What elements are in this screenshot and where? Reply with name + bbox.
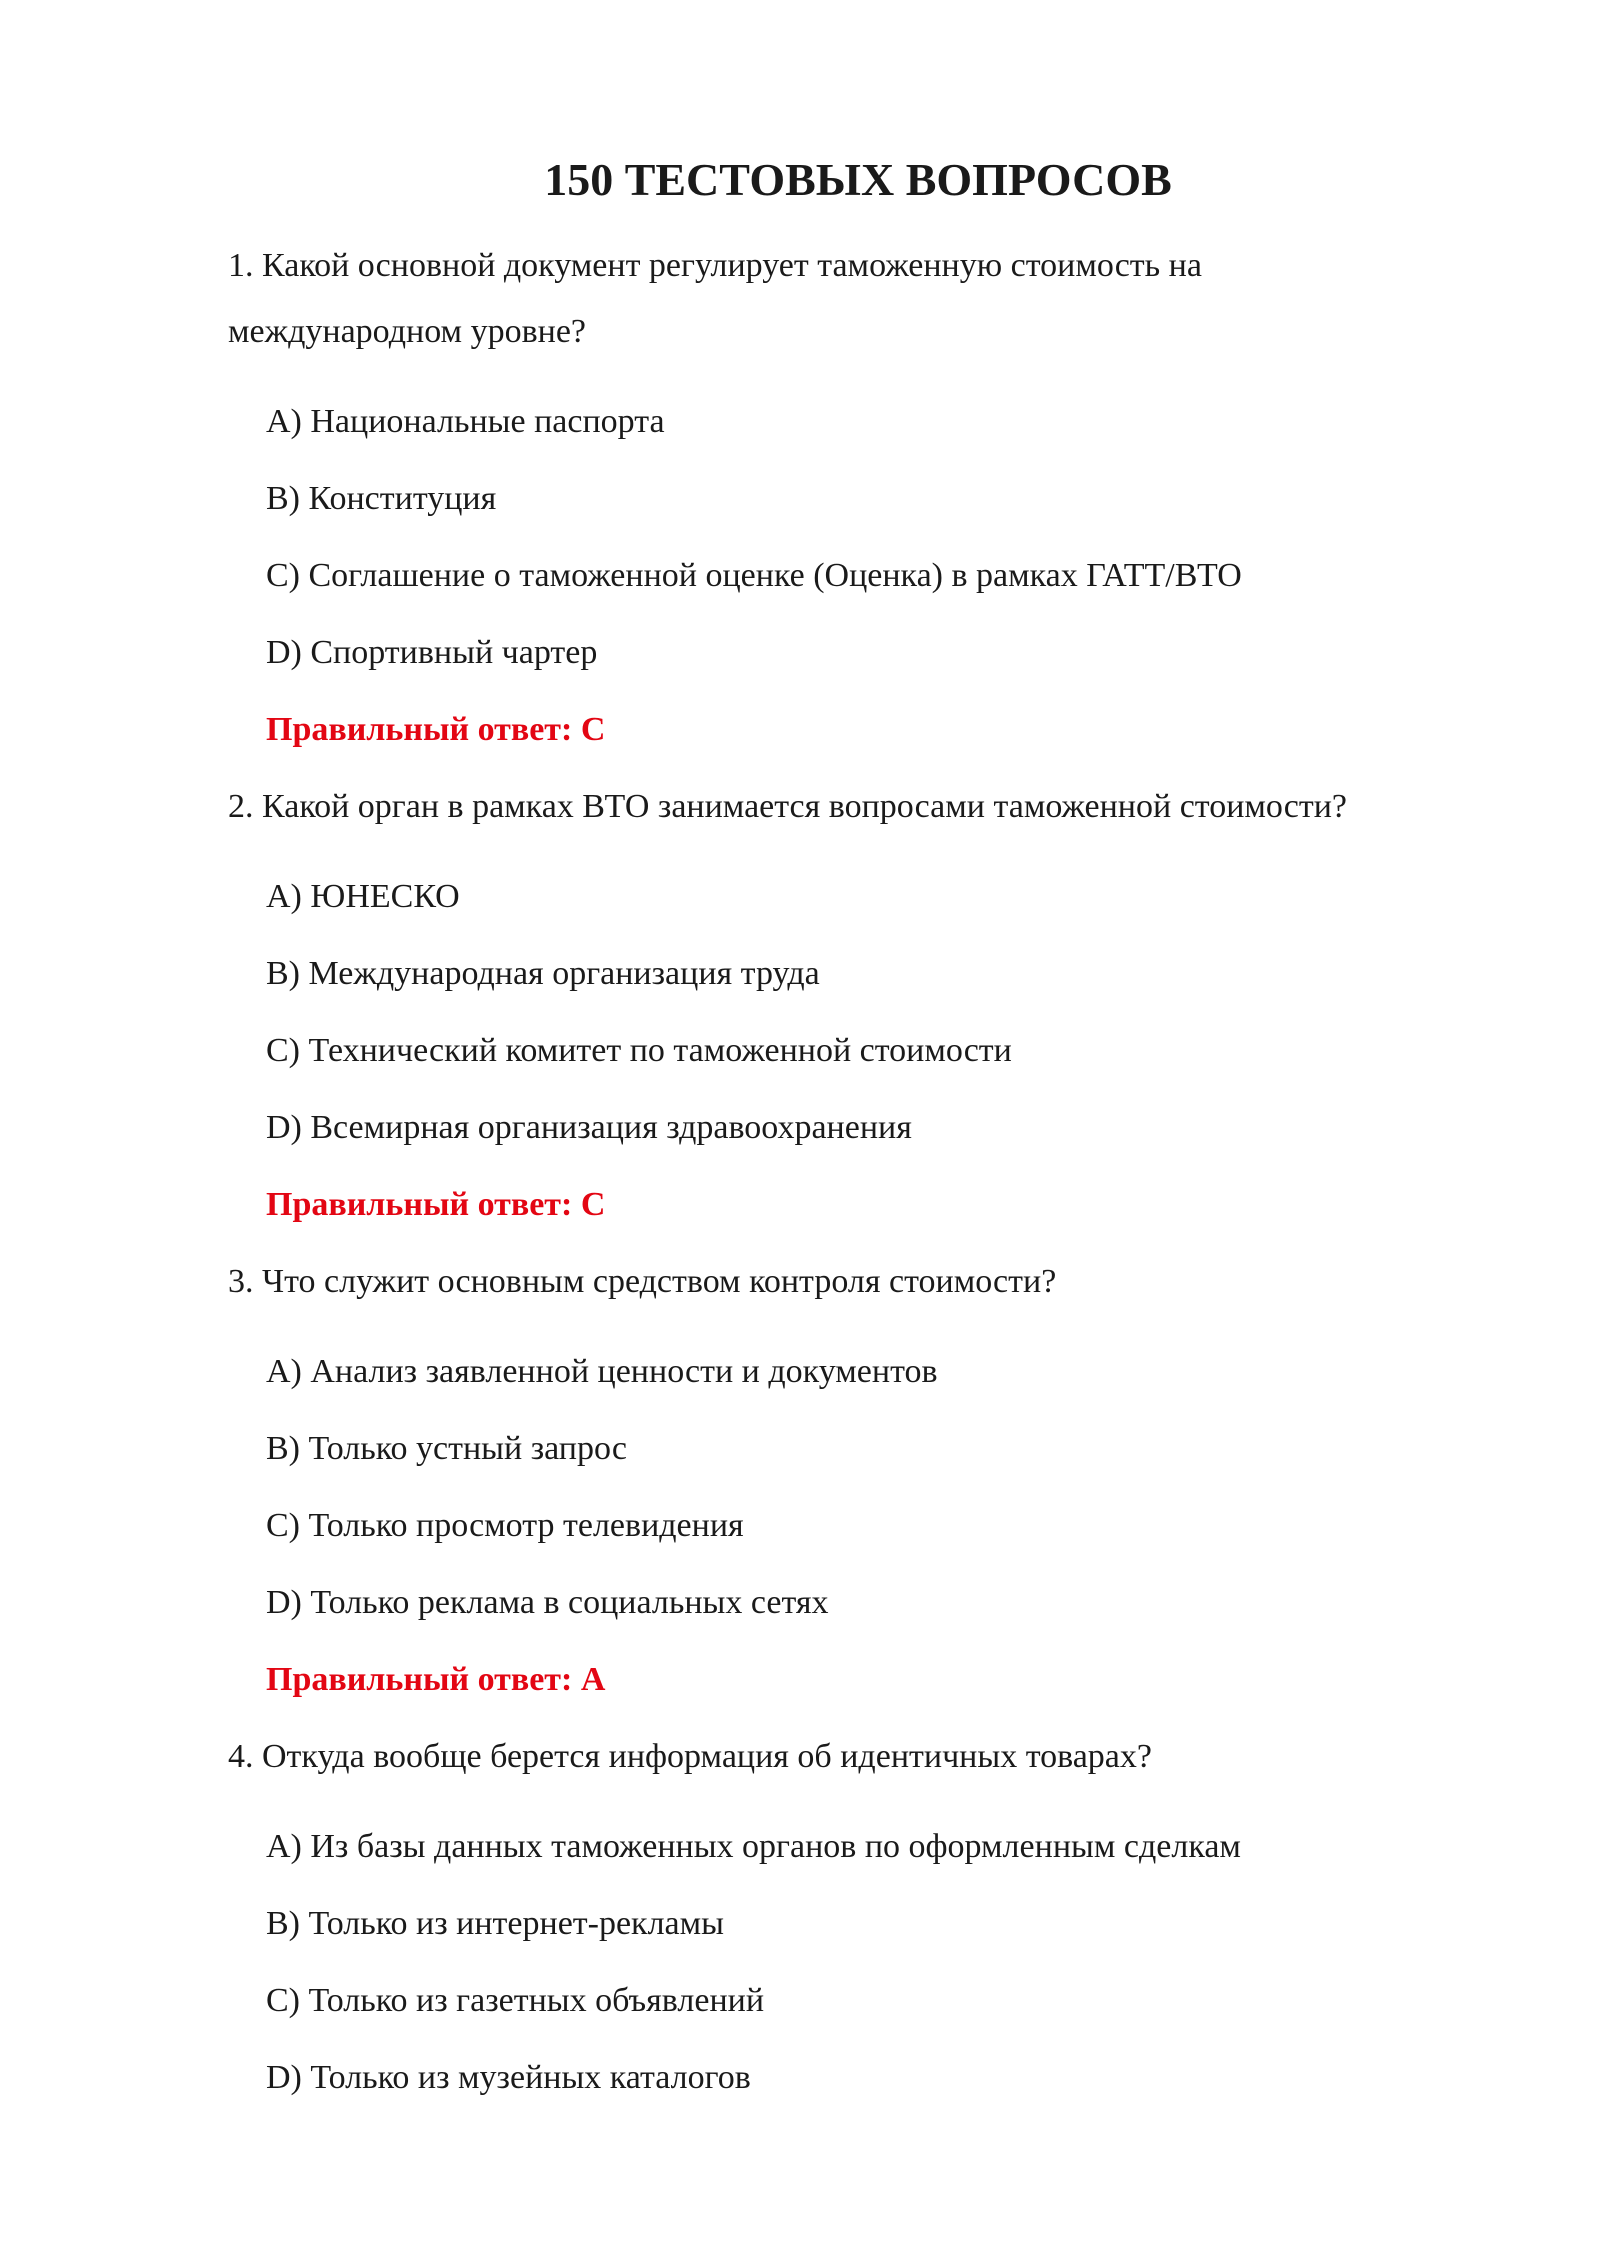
question-2-answer: Правильный ответ: C: [266, 1186, 606, 1223]
question-1-text-line2: международном уровне?: [228, 313, 586, 350]
question-4-option-b: B) Только из интернет-рекламы: [266, 1905, 724, 1942]
question-4-option-d: D) Только из музейных каталогов: [266, 2059, 751, 2096]
question-4-option-c: C) Только из газетных объявлений: [266, 1982, 765, 2019]
question-2-option-d: D) Всемирная организация здравоохранения: [266, 1109, 912, 1146]
question-3-option-a: A) Анализ заявленной ценности и документов: [266, 1353, 938, 1390]
question-2-option-b: B) Международная организация труда: [266, 955, 820, 992]
question-3-option-c: C) Только просмотр телевидения: [266, 1507, 744, 1544]
question-1-option-d: D) Спортивный чартер: [266, 634, 598, 671]
question-2-text-line1: 2. Какой орган в рамках ВТО занимается вопросами таможенной стоимости?: [228, 788, 1347, 825]
question-3-option-d: D) Только реклама в социальных сетях: [266, 1584, 829, 1621]
question-4-option-a: A) Из базы данных таможенных органов по оформленным сделкам: [266, 1828, 1241, 1865]
question-1-text-line1: 1. Какой основной документ регулирует таможенную стоимость на: [228, 247, 1202, 284]
question-1-option-c: C) Соглашение о таможенной оценке (Оценка) в рамках ГАТТ/ВТО: [266, 557, 1242, 594]
question-2-option-a: A) ЮНЕСКО: [266, 878, 460, 915]
question-1-answer: Правильный ответ: C: [266, 711, 606, 748]
page-title: 150 ТЕСТОВЫХ ВОПРОСОВ: [544, 154, 1172, 205]
question-2-option-c: C) Технический комитет по таможенной стоимости: [266, 1032, 1012, 1069]
question-1-option-a: A) Национальные паспорта: [266, 403, 665, 440]
question-3-text-line1: 3. Что служит основным средством контроля стоимости?: [228, 1263, 1057, 1300]
question-1-option-b: B) Конституция: [266, 480, 497, 517]
question-4-text-line1: 4. Откуда вообще берется информация об идентичных товарах?: [228, 1738, 1152, 1775]
question-3-answer: Правильный ответ: A: [266, 1661, 606, 1698]
question-3-option-b: B) Только устный запрос: [266, 1430, 627, 1467]
